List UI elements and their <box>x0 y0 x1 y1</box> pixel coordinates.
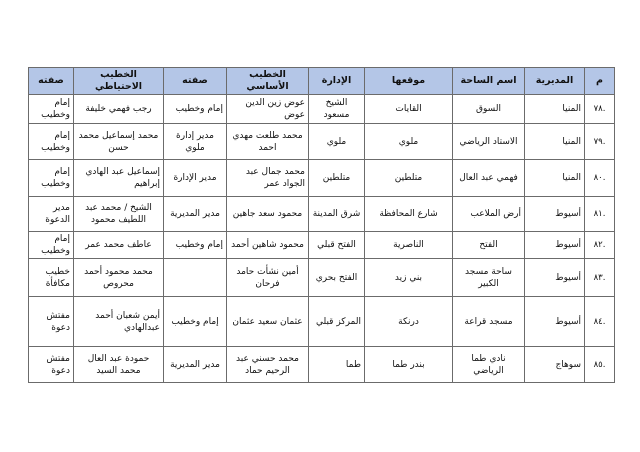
backup-role-cell: إمام وخطيب <box>29 95 74 124</box>
admin-cell: الفتح بحري <box>309 259 365 297</box>
square-cell: ساحة مسجد الكبير <box>453 259 525 297</box>
backup-speaker-cell: عاطف محمد عمر <box>74 232 164 259</box>
location-cell: شارع المحافظة <box>365 197 453 232</box>
header-main-speaker: الخطيب الأساسي <box>227 68 309 95</box>
location-cell: القايات <box>365 95 453 124</box>
main-role-cell: إمام وخطيب <box>164 95 227 124</box>
directorate-cell: المنيا <box>525 95 585 124</box>
backup-speaker-cell: الشيخ / محمد عبد اللطيف محمود <box>74 197 164 232</box>
backup-speaker-cell: حمودة عبد العال محمد السيد <box>74 347 164 383</box>
main-role-cell: مدير المديرية <box>164 347 227 383</box>
row-number: .٨٢ <box>585 232 615 259</box>
location-cell: درنكة <box>365 297 453 347</box>
main-role-cell: مدير المديرية <box>164 197 227 232</box>
directorate-cell: المنيا <box>525 124 585 160</box>
admin-cell: طما <box>309 347 365 383</box>
admin-cell: ملوي <box>309 124 365 160</box>
backup-speaker-cell: أيمن شعبان أحمد عبدالهادي <box>74 297 164 347</box>
table-row <box>29 297 615 347</box>
table-row <box>29 232 615 259</box>
header-directorate: المديرية <box>525 68 585 95</box>
backup-speaker-cell: إسماعيل عبد الهادي إبراهيم <box>74 160 164 197</box>
admin-cell: المركز قبلي <box>309 297 365 347</box>
row-number: .٨١ <box>585 197 615 232</box>
directorate-cell: أسيوط <box>525 232 585 259</box>
row-number: .٨٠ <box>585 160 615 197</box>
directorate-cell: أسيوط <box>525 197 585 232</box>
table-header-row <box>29 68 615 95</box>
backup-role-cell: مدير الدعوة <box>29 197 74 232</box>
admin-cell: الشيخ مسعود <box>309 95 365 124</box>
backup-speaker-cell: محمد محمود أحمد محروص <box>74 259 164 297</box>
table-row <box>29 347 615 383</box>
square-cell: السوق <box>453 95 525 124</box>
square-cell: الفتح <box>453 232 525 259</box>
admin-cell: شرق المدينة <box>309 197 365 232</box>
main-role-cell <box>164 259 227 297</box>
backup-role-cell: إمام وخطيب <box>29 232 74 259</box>
backup-role-cell: مفتش دعوة <box>29 297 74 347</box>
row-number: .٧٨ <box>585 95 615 124</box>
backup-role-cell: إمام وخطيب <box>29 160 74 197</box>
main-role-cell: مدير إدارة ملوي <box>164 124 227 160</box>
backup-role-cell: مفتش دعوة <box>29 347 74 383</box>
backup-speaker-cell: رجب فهمي خليفة <box>74 95 164 124</box>
header-square-name: اسم الساحة <box>453 68 525 95</box>
row-number: .٨٥ <box>585 347 615 383</box>
admin-cell: متلطين <box>309 160 365 197</box>
square-cell: مسجد قراعة <box>453 297 525 347</box>
backup-role-cell: خطيب مكافأة <box>29 259 74 297</box>
directorate-cell: أسيوط <box>525 297 585 347</box>
main-speaker-cell: عوض زين الدين عوض <box>227 95 309 124</box>
row-number: .٧٩ <box>585 124 615 160</box>
directorate-cell: أسيوط <box>525 259 585 297</box>
main-role-cell: مدير الإدارة <box>164 160 227 197</box>
location-cell: بني زيد <box>365 259 453 297</box>
table-row <box>29 259 615 297</box>
table-row <box>29 197 615 232</box>
directorate-cell: المنيا <box>525 160 585 197</box>
location-cell: الناصرية <box>365 232 453 259</box>
main-speaker-cell: أمين نشأت حامد فرحان <box>227 259 309 297</box>
admin-cell: الفتح قبلي <box>309 232 365 259</box>
header-main-role: صفته <box>164 68 227 95</box>
main-speaker-cell: محمود شاهين أحمد <box>227 232 309 259</box>
speakers-table <box>28 67 615 383</box>
header-backup-speaker: الخطيب الاحتياطي <box>74 68 164 95</box>
main-speaker-cell: محمد جمال عبد الجواد عمر <box>227 160 309 197</box>
main-role-cell: إمام وخطيب <box>164 232 227 259</box>
main-role-cell: إمام وخطيب <box>164 297 227 347</box>
location-cell: متلطين <box>365 160 453 197</box>
header-location: موقعها <box>365 68 453 95</box>
backup-speaker-cell: محمد إسماعيل محمد حسن <box>74 124 164 160</box>
backup-role-cell: إمام وخطيب <box>29 124 74 160</box>
location-cell: ملوي <box>365 124 453 160</box>
main-speaker-cell: محمد طلعت مهدي احمد <box>227 124 309 160</box>
row-number: .٨٣ <box>585 259 615 297</box>
header-administration: الإدارة <box>309 68 365 95</box>
table-row <box>29 160 615 197</box>
square-cell: فهمي عبد العال <box>453 160 525 197</box>
header-number: م <box>585 68 615 95</box>
main-speaker-cell: محمد حسني عبد الرحيم حماد <box>227 347 309 383</box>
main-speaker-cell: عثمان سعيد عثمان <box>227 297 309 347</box>
directorate-cell: سوهاج <box>525 347 585 383</box>
square-cell: نادي طما الرياضي <box>453 347 525 383</box>
table-row <box>29 124 615 160</box>
square-cell: الاستاد الرياضي <box>453 124 525 160</box>
location-cell: بندر طما <box>365 347 453 383</box>
table-row <box>29 95 615 124</box>
header-backup-role: صفته <box>29 68 74 95</box>
row-number: .٨٤ <box>585 297 615 347</box>
main-speaker-cell: محمود سعد جاهين <box>227 197 309 232</box>
square-cell: أرض الملاعب <box>453 197 525 232</box>
